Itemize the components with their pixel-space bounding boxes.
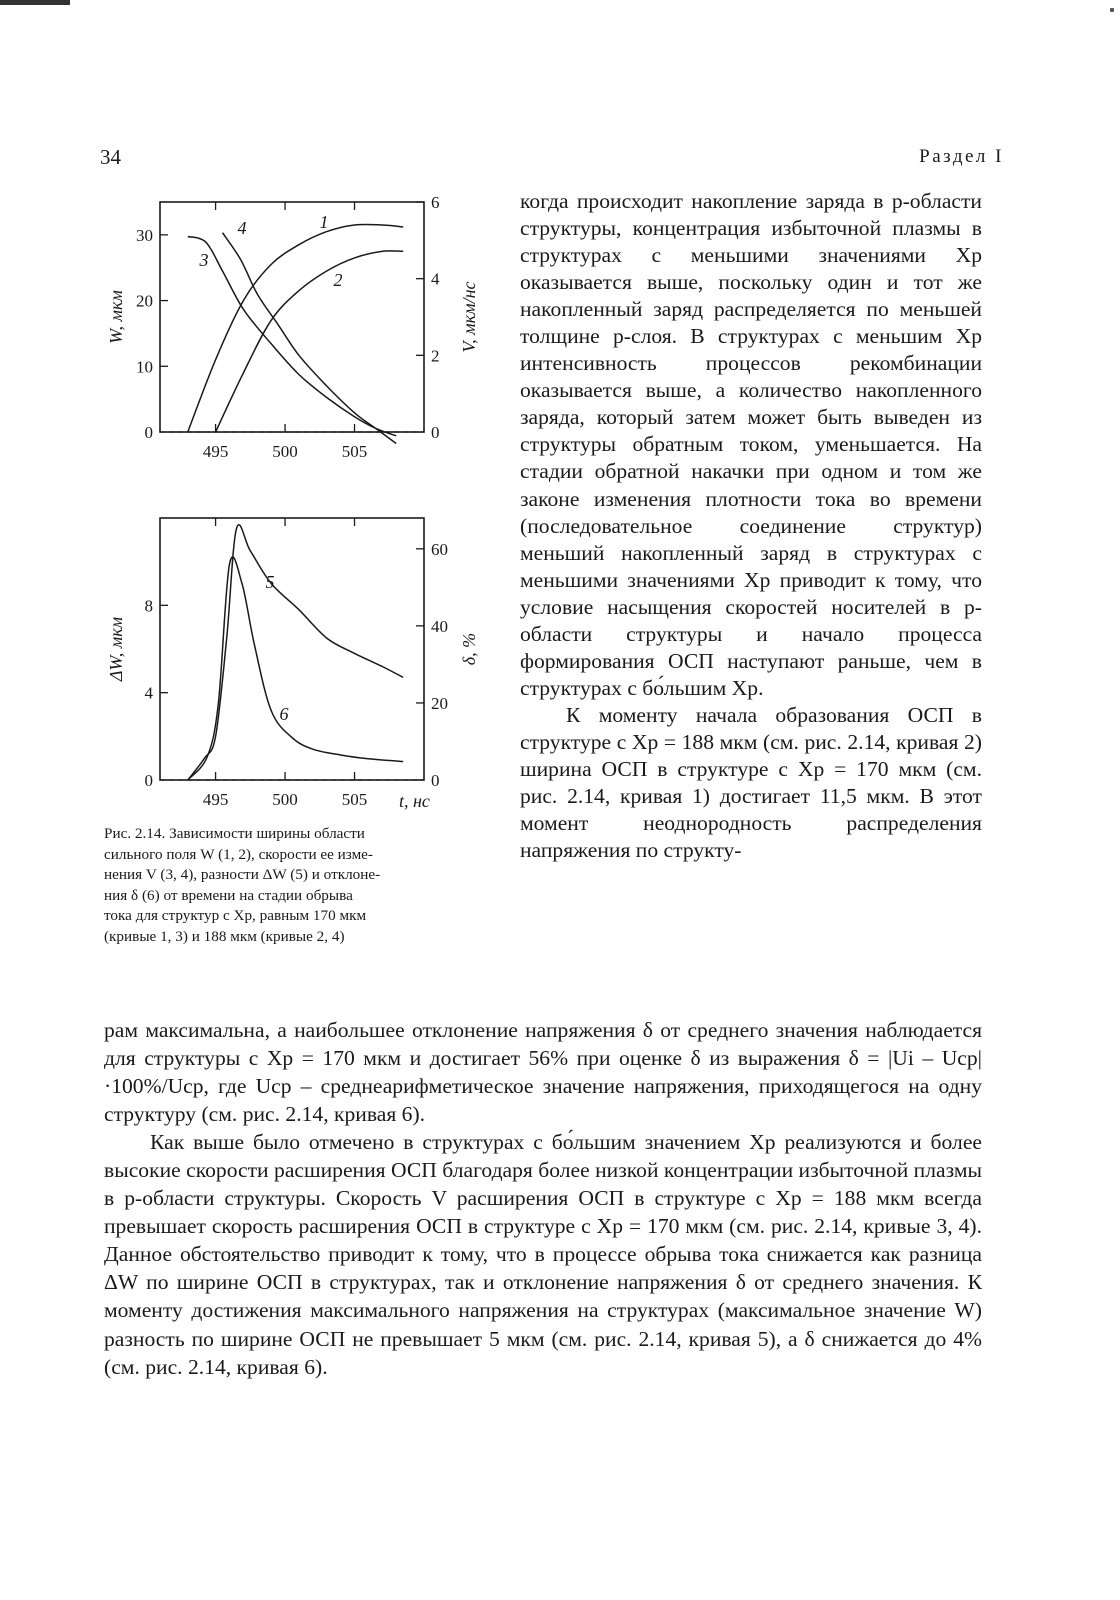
scan-dust-mark <box>1110 8 1114 12</box>
curve-label-2: 2 <box>333 270 343 290</box>
curve-4 <box>223 233 397 444</box>
x-tick-label: 495 <box>202 442 229 461</box>
page-number: 34 <box>100 145 121 169</box>
y-right-tick-label: 20 <box>431 693 448 713</box>
x-tick-label: 500 <box>272 442 298 461</box>
y-right-tick-label: 0 <box>431 771 440 790</box>
y-right-tick-label: 4 <box>431 269 440 289</box>
curve-label-1: 1 <box>319 212 329 232</box>
full-width-text <box>104 1016 982 1381</box>
curve-label-5: 5 <box>265 572 275 592</box>
right-axis-label: δ, % <box>459 632 479 666</box>
caption-line: ния δ (6) от времени на стадии обрыва <box>104 886 353 904</box>
right-column-text <box>520 188 982 864</box>
plot-frame <box>160 518 424 780</box>
paragraph-3: Как выше было отмечено в структурах с бо́льшим значением Xp реализуются и более высокие скорости расширения ОСП благодаря более низкой концентрации избыточной плазмы в p-области структуры. Скорость V расширения ОСП в структуре с Xp = 188 мкм всегда превышает скорость расширения ОСП в структуре с Xp = 170 мкм (см. рис. 2.14, кривые 3, 4). Данное обстоятельство приводит к тому, что в процессе обрыва тока снижается как разница ΔW по ширине ОСП в структурах, так и отклонение напряжения δ от среднего значения. К моменту достижения максимального напряжения на структурах (максимальное значение W) разность по ширине ОСП не превышает 5 мкм (см. рис. 2.14, кривая 5), а δ снижается до 4% (см. рис. 2.14, кривая 6). <box>104 1130 982 1379</box>
curve-6 <box>188 557 403 780</box>
right-axis-label: V, мкм/нс <box>459 281 479 353</box>
chart-dw-delta <box>100 508 480 816</box>
caption-line: (кривые 1, 3) и 188 мкм (кривые 2, 4) <box>104 927 345 945</box>
tick-group <box>160 518 424 780</box>
chart-w-v <box>100 190 480 480</box>
figure-caption <box>104 824 492 947</box>
y-right-tick-label: 40 <box>431 616 448 636</box>
paragraph-2: К моменту начала образования ОСП в структуре с Xp = 188 мкм (см. рис. 2.14, кривая 2) ширина ОСП в структуре с Xp = 170 мкм (см. рис. 2.14, кривая 1) достигает 11,5 мкм. В этот момент неоднородность распределения напряжения по структу- <box>520 702 982 863</box>
x-tick-label: 500 <box>272 790 298 809</box>
y-left-tick-label: 8 <box>144 596 153 616</box>
tick-group <box>160 202 424 432</box>
paragraph-1: когда происходит накопление заряда в p-области структуры, концентрация избыточной плазмы в структурах с меньшими значениями Xp оказывается выше, поскольку один и тот же накопленный заряд распределяется по меньшей толщине p-слоя. В структурах с меньшим Xp интенсивность процессов рекомбинации оказывается выше, а количество накопленного заряда, который затем может быть выведен из структуры обратным током, уменьшается. На стадии обратной накачки при одном и том же законе изменения плотности тока во времени (последовательное соединение структур) меньший накопленный заряд в структурах с меньшими значениями Xp приводит к тому, что условие насыщения скоростей носителей в p-области структуры и начало процесса формирования ОСП наступают раньше, чем в структурах с бо́льшим Xp. <box>520 189 982 700</box>
curve-3 <box>188 237 396 436</box>
y-left-tick-label: 0 <box>144 423 153 442</box>
x-tick-label: 505 <box>341 790 368 809</box>
y-right-tick-label: 6 <box>431 193 440 212</box>
y-left-tick-label: 4 <box>144 683 153 703</box>
y-right-tick-label: 0 <box>431 423 440 442</box>
caption-line: нения V (3, 4), разности ΔW (5) и отклоне- <box>104 866 381 883</box>
tick-label-group <box>145 540 449 809</box>
x-tick-label: 505 <box>341 442 368 461</box>
left-axis-label: W, мкм <box>106 290 126 344</box>
curve-label-3: 3 <box>199 250 209 270</box>
running-head: Раздел I <box>919 146 1004 167</box>
y-right-tick-label: 2 <box>431 346 440 366</box>
caption-line: Рис. 2.14. Зависимости ширины области <box>104 825 365 842</box>
plot-frame <box>160 202 424 432</box>
tick-label-group <box>136 193 440 461</box>
y-left-tick-label: 30 <box>136 225 153 245</box>
caption-line: тока для структур с Xp, равным 170 мкм <box>104 907 367 924</box>
curve-label-4: 4 <box>237 218 247 238</box>
curve-label-6: 6 <box>279 704 289 724</box>
x-tick-label: 495 <box>202 790 229 809</box>
curve-5 <box>188 525 403 780</box>
y-left-tick-label: 20 <box>136 291 153 311</box>
curve-2 <box>216 251 404 432</box>
y-left-tick-label: 0 <box>144 771 153 790</box>
x-axis-label: t, нс <box>399 791 430 811</box>
curve-1 <box>188 224 403 432</box>
paragraph-2-continued: рам максимальна, а наибольшее отклонение напряжения δ от среднего значения наблюдается для структуры с Xp = 170 мкм и достигает 56% при оценке δ из выражения δ = |Ui – Uср|·100%/Uср, где Uср – среднеарифметическое значение напряжения, приходящегося на одну структуру (см. рис. 2.14, кривая 6). <box>104 1018 982 1127</box>
caption-line: сильного поля W (1, 2), скорости ее изме- <box>104 845 373 863</box>
y-right-tick-label: 60 <box>431 539 448 559</box>
curve-group <box>188 525 403 780</box>
y-left-tick-label: 10 <box>136 357 153 377</box>
left-axis-label: ΔW, мкм <box>106 616 126 682</box>
scan-edge-mark <box>0 0 70 5</box>
curve-group <box>188 224 403 443</box>
